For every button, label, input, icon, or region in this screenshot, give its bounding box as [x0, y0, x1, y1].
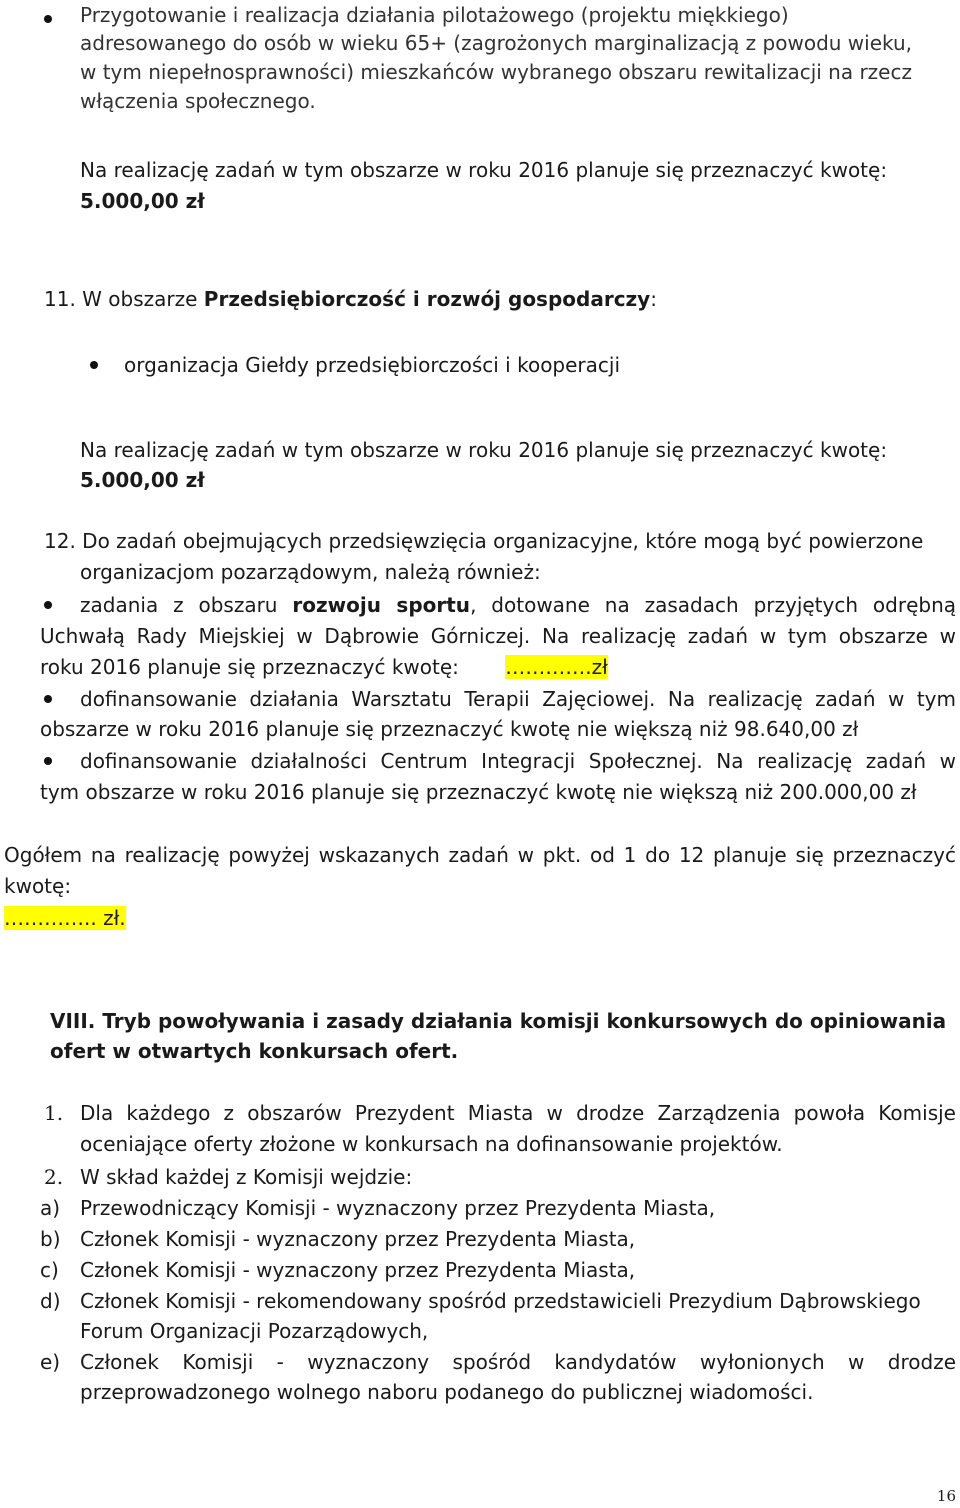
paragraph-line: włączenia społecznego.	[80, 89, 316, 113]
paragraph-line: organizacjom pozarządowym, należą również:	[80, 560, 541, 584]
area-name: Przedsiębiorczość i rozwój gospodarczy	[203, 287, 651, 311]
list-item-continuation: przeprowadzonego wolnego naboru podanego do publicznej wiadomości.	[80, 1380, 814, 1404]
bullet-marker	[44, 757, 52, 765]
list-item: zadania z obszaru rozwoju sportu, dotowane na zasadach przyjętych odrębną	[80, 593, 957, 617]
bullet-marker	[90, 361, 98, 369]
list-item: Przewodniczący Komisji - wyznaczony przez Prezydenta Miasta,	[80, 1196, 716, 1220]
paragraph-line: oceniające oferty złożone w konkursach na dofinansowanie projektów.	[80, 1132, 783, 1156]
paragraph-line: tym obszarze w roku 2016 planuje się przeznaczyć kwotę nie większą niż 200.000,00 zł	[40, 780, 917, 804]
paragraph-line: Uchwałą Rady Miejskiej w Dąbrowie Górniczej. Na realizację zadań w tym obszarze w	[40, 624, 956, 648]
section-11-heading: 11. W obszarze Przedsiębiorczość i rozwój gospodarczy:	[44, 287, 657, 311]
list-item: dofinansowanie działalności Centrum Integracji Społecznej. Na realizację zadań w	[80, 749, 956, 773]
funding-amount: 5.000,00 zł	[80, 468, 205, 492]
list-letter: d)	[40, 1289, 61, 1313]
list-number: 2.	[44, 1165, 64, 1189]
list-item: organizacja Giełdy przedsiębiorczości i kooperacji	[124, 353, 621, 377]
paragraph-line: roku 2016 planuje się przeznaczyć kwotę: ………….zł	[40, 655, 608, 679]
bullet-marker	[44, 601, 52, 609]
list-letter: b)	[40, 1227, 61, 1251]
paragraph-line: adresowanego do osób w wieku 65+ (zagrożonych marginalizacją z powodu wieku,	[80, 31, 913, 55]
paragraph-line: w tym niepełnosprawności) mieszkańców wybranego obszaru rewitalizacji na rzecz	[80, 60, 912, 84]
list-letter: a)	[40, 1196, 61, 1220]
summary-amount	[4, 903, 126, 933]
summary-line: kwotę:	[4, 874, 72, 898]
funding-amount: 5.000,00 zł	[80, 189, 205, 213]
funding-line: Na realizację zadań w tym obszarze w roku 2016 planuje się przeznaczyć kwotę:	[80, 158, 888, 182]
amount-placeholder: ………….zł	[505, 655, 608, 679]
list-item: Członek Komisji - wyznaczony spośród kandydatów wyłonionych w drodze	[80, 1350, 956, 1374]
amount-placeholder: ………….. zł.	[4, 906, 126, 930]
list-item: dofinansowanie działania Warsztatu Terapii Zajęciowej. Na realizację zadań w tym	[80, 687, 956, 711]
list-item: Członek Komisji - wyznaczony przez Prezydenta Miasta,	[80, 1227, 636, 1251]
paragraph-line: obszarze w roku 2016 planuje się przeznaczyć kwotę nie większą niż 98.640,00 zł	[40, 717, 859, 741]
section-number: 11.	[44, 287, 76, 311]
section-number: 12.	[44, 529, 76, 553]
section-12-heading: 12. Do zadań obejmujących przedsięwzięcia organizacyjne, które mogą być powierzone	[44, 529, 924, 553]
list-item-continuation: Forum Organizacji Pozarządowych,	[80, 1319, 429, 1343]
list-letter: c)	[40, 1258, 59, 1282]
paragraph-line: Przygotowanie i realizacja działania pilotażowego (projektu miękkiego)	[80, 3, 789, 27]
list-item: Członek Komisji - rekomendowany spośród przedstawicieli Prezydium Dąbrowskiego	[80, 1289, 921, 1313]
page-number: 16	[936, 1487, 956, 1505]
bullet-marker	[44, 15, 52, 23]
funding-line: Na realizację zadań w tym obszarze w roku 2016 planuje się przeznaczyć kwotę:	[80, 438, 888, 462]
section-heading: VIII. Tryb powoływania i zasady działania komisji konkursowych do opiniowania	[50, 1009, 947, 1033]
list-number: 1.	[44, 1101, 64, 1125]
paragraph-line: W skład każdej z Komisji wejdzie:	[80, 1165, 413, 1189]
list-letter: e)	[40, 1350, 61, 1374]
summary-line: Ogółem na realizację powyżej wskazanych zadań w pkt. od 1 do 12 planuje się przeznaczyć	[4, 843, 956, 867]
section-heading: ofert w otwartych konkursach ofert.	[50, 1039, 459, 1063]
bullet-marker	[44, 695, 52, 703]
paragraph-line: Dla każdego z obszarów Prezydent Miasta w drodze Zarządzenia powoła Komisje	[80, 1101, 956, 1125]
list-item: Członek Komisji - wyznaczony przez Prezydenta Miasta,	[80, 1258, 636, 1282]
